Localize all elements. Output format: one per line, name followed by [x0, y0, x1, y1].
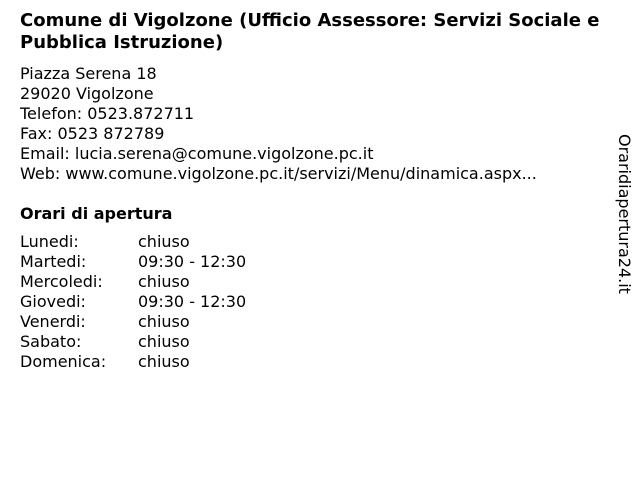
- day-label: Domenica:: [20, 352, 107, 371]
- address-block: [20, 64, 610, 184]
- hours-row-thursday: [20, 292, 610, 312]
- day-label: Lunedi:: [20, 232, 79, 251]
- day-hours: chiuso: [138, 332, 190, 351]
- opening-hours-heading: Orari di apertura: [20, 204, 173, 223]
- brand-watermark: Oraridiapertura24.it: [615, 134, 634, 294]
- street-address: Piazza Serena 18: [20, 64, 157, 83]
- day-hours: chiuso: [138, 312, 190, 331]
- opening-hours-table: [20, 232, 610, 372]
- hours-row-monday: [20, 232, 610, 252]
- hours-row-saturday: [20, 332, 610, 352]
- day-hours: chiuso: [138, 232, 190, 251]
- page-title: Comune di Vigolzone (Ufficio Assessore: Servizi Sociale e Pubblica Istruzione): [20, 10, 600, 53]
- day-label: Venerdi:: [20, 312, 86, 331]
- website-link: Web: www.comune.vigolzone.pc.it/servizi/Menu/dinamica.aspx...: [20, 164, 537, 183]
- hours-row-sunday: [20, 352, 610, 372]
- day-label: Sabato:: [20, 332, 82, 351]
- day-hours: 09:30 - 12:30: [138, 292, 247, 311]
- hours-row-friday: [20, 312, 610, 332]
- day-label: Mercoledi:: [20, 272, 103, 291]
- fax-number: Fax: 0523 872789: [20, 124, 165, 143]
- hours-row-wednesday: [20, 272, 610, 292]
- day-label: Martedi:: [20, 252, 87, 271]
- day-hours: chiuso: [138, 352, 190, 371]
- day-label: Giovedi:: [20, 292, 86, 311]
- city-postcode: 29020 Vigolzone: [20, 84, 154, 103]
- email-address: Email: lucia.serena@comune.vigolzone.pc.it: [20, 144, 374, 163]
- day-hours: 09:30 - 12:30: [138, 252, 247, 271]
- listing-card: [20, 10, 610, 372]
- hours-row-tuesday: [20, 252, 610, 272]
- day-hours: chiuso: [138, 272, 190, 291]
- phone-number: Telefon: 0523.872711: [20, 104, 195, 123]
